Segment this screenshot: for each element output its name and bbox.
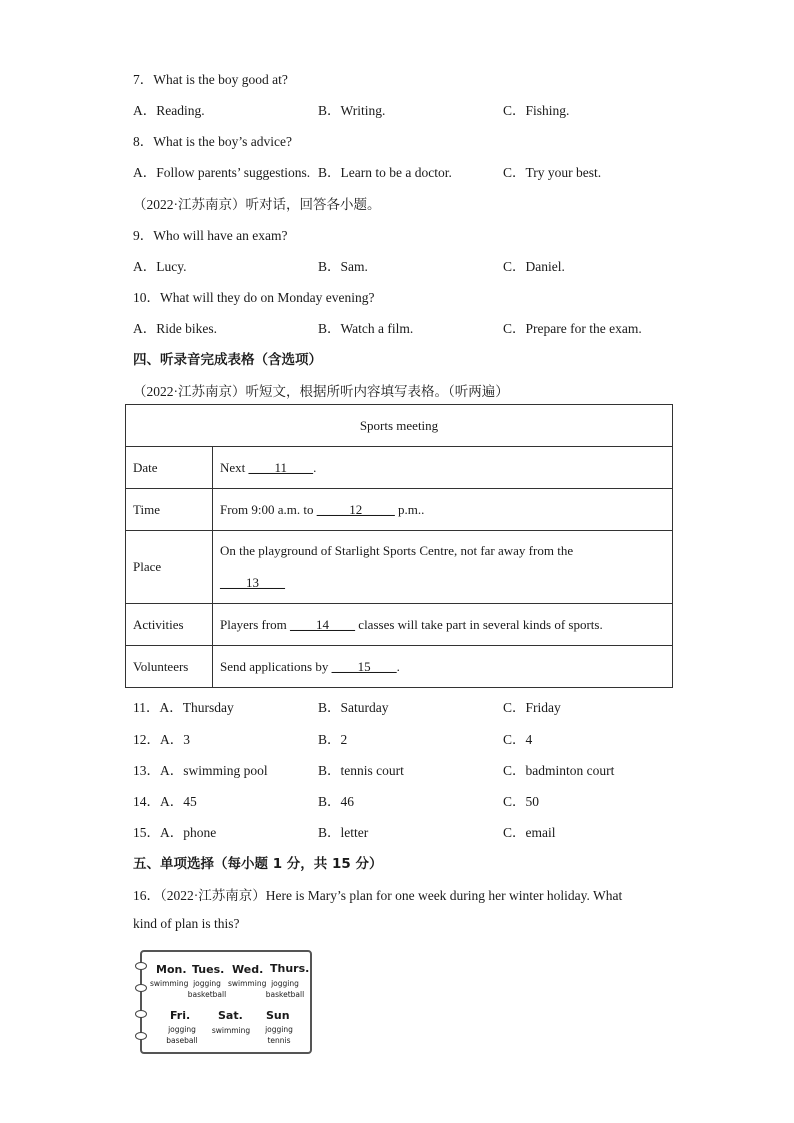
q11-option-c: C．Friday [503, 700, 561, 715]
row-label-date: Date [126, 447, 213, 489]
q15-option-b: B．letter [318, 825, 369, 840]
q8-option-b: B．Learn to be a doctor. [318, 165, 452, 180]
q13-option-c: C．badminton court [503, 763, 615, 778]
day-thu: Thurs. [270, 962, 310, 975]
question-9: 9．Who will have an exam? [133, 228, 288, 243]
q14-option-b: B．46 [318, 794, 355, 809]
day-wed: Wed. [232, 963, 264, 976]
q8-option-a: A．Follow parents’ suggestions. [133, 165, 311, 180]
q12-option-c: C．4 [503, 732, 533, 747]
question-16-line-1: 16．（2022·江苏南京）Here is Mary’s plan for one week during her winter holiday. What [133, 888, 623, 903]
day-sun: Sun [266, 1009, 290, 1022]
row-label-activities: Activities [126, 604, 213, 646]
row-content-volunteers: Send applications by ____15____. [213, 646, 673, 688]
q12-option-b: B．2 [318, 732, 348, 747]
binder-ring-icon [135, 1032, 147, 1040]
sun-activity-2: tennis [267, 1036, 291, 1045]
question-8: 8．What is the boy’s advice? [133, 134, 292, 149]
binder-ring-icon [135, 1010, 147, 1018]
table-row [126, 447, 673, 489]
q10-option-a: A．Ride bikes. [133, 321, 217, 336]
row-label-place: Place [126, 531, 213, 604]
sports-meeting-table [125, 404, 673, 688]
table-row [126, 489, 673, 531]
q8-option-c: C．Try your best. [503, 165, 602, 180]
section-4-intro: （2022·江苏南京）听短文，根据所听内容填写表格。（听两遍） [133, 384, 509, 399]
q15-option-c: C．email [503, 825, 556, 840]
fri-activity-1: jogging [168, 1025, 196, 1034]
q7-option-a: A．Reading. [133, 103, 205, 118]
blank-11: ____11____ [248, 459, 314, 475]
day-tue: Tues. [192, 963, 225, 976]
blank-13: ____13____ [220, 575, 285, 590]
row-content-activities: Players from ____14____ classes will take part in several kinds of sports. [213, 604, 673, 646]
q13-option-a: 13．A．swimming pool [133, 763, 268, 778]
fri-activity-2: baseball [166, 1036, 198, 1045]
weekly-plan-image [140, 950, 312, 1054]
q11-option-b: B．Saturday [318, 700, 389, 715]
row-label-time: Time [126, 489, 213, 531]
table-row [126, 604, 673, 646]
blank-14: ____14____ [290, 616, 356, 632]
tue-activity-2: basketball [187, 990, 227, 999]
section-5-title: 五、单项选择（每小题 1 分，共 15 分） [133, 856, 383, 872]
thu-activity-1: jogging [271, 979, 299, 988]
table-row [126, 531, 673, 604]
wed-activity: swimming [228, 979, 267, 988]
row-content-time: From 9:00 a.m. to _____12_____ p.m.. [213, 489, 673, 531]
q14-option-a: 14．A．45 [133, 794, 197, 809]
section-4-title: 四、听录音完成表格（含选项） [133, 352, 322, 368]
row-label-volunteers: Volunteers [126, 646, 213, 688]
sat-activity: swimming [211, 1026, 251, 1035]
q7-option-b: B．Writing. [318, 103, 386, 118]
q11-option-a: 11．A．Thursday [133, 700, 234, 715]
day-mon: Mon. [156, 963, 187, 976]
day-sat: Sat. [218, 1009, 243, 1022]
question-16-line-2: kind of plan is this? [133, 916, 240, 931]
blank-15: ____15____ [331, 658, 397, 674]
q9-option-a: A．Lucy. [133, 259, 187, 274]
question-10: 10．What will they do on Monday evening? [133, 290, 375, 305]
tue-activity-1: jogging [193, 979, 221, 988]
q12-option-a: 12．A．3 [133, 732, 190, 747]
row-content-date: Next ____11____. [213, 447, 673, 489]
blank-12: _____12_____ [316, 501, 395, 517]
mon-activity: swimming [150, 979, 189, 988]
table-row [126, 646, 673, 688]
day-fri: Fri. [170, 1009, 191, 1022]
q10-option-c: C．Prepare for the exam. [503, 321, 642, 336]
q13-option-b: B．tennis court [318, 763, 404, 778]
thu-activity-2: basketball [265, 990, 305, 999]
dialog-intro: （2022·江苏南京）听对话，回答各小题。 [133, 197, 381, 212]
binder-ring-icon [135, 962, 147, 970]
q14-option-c: C．50 [503, 794, 540, 809]
row-content-place: On the playground of Starlight Sports Centre, not far away from the ____13____ [213, 531, 673, 604]
question-7: 7．What is the boy good at? [133, 72, 288, 87]
q10-option-b: B．Watch a film. [318, 321, 414, 336]
q15-option-a: 15．A．phone [133, 825, 217, 840]
q9-option-b: B．Sam. [318, 259, 368, 274]
binder-ring-icon [135, 984, 147, 992]
q9-option-c: C．Daniel. [503, 259, 565, 274]
q7-option-c: C．Fishing. [503, 103, 570, 118]
sun-activity-1: jogging [265, 1025, 293, 1034]
table-title: Sports meeting [126, 405, 673, 447]
